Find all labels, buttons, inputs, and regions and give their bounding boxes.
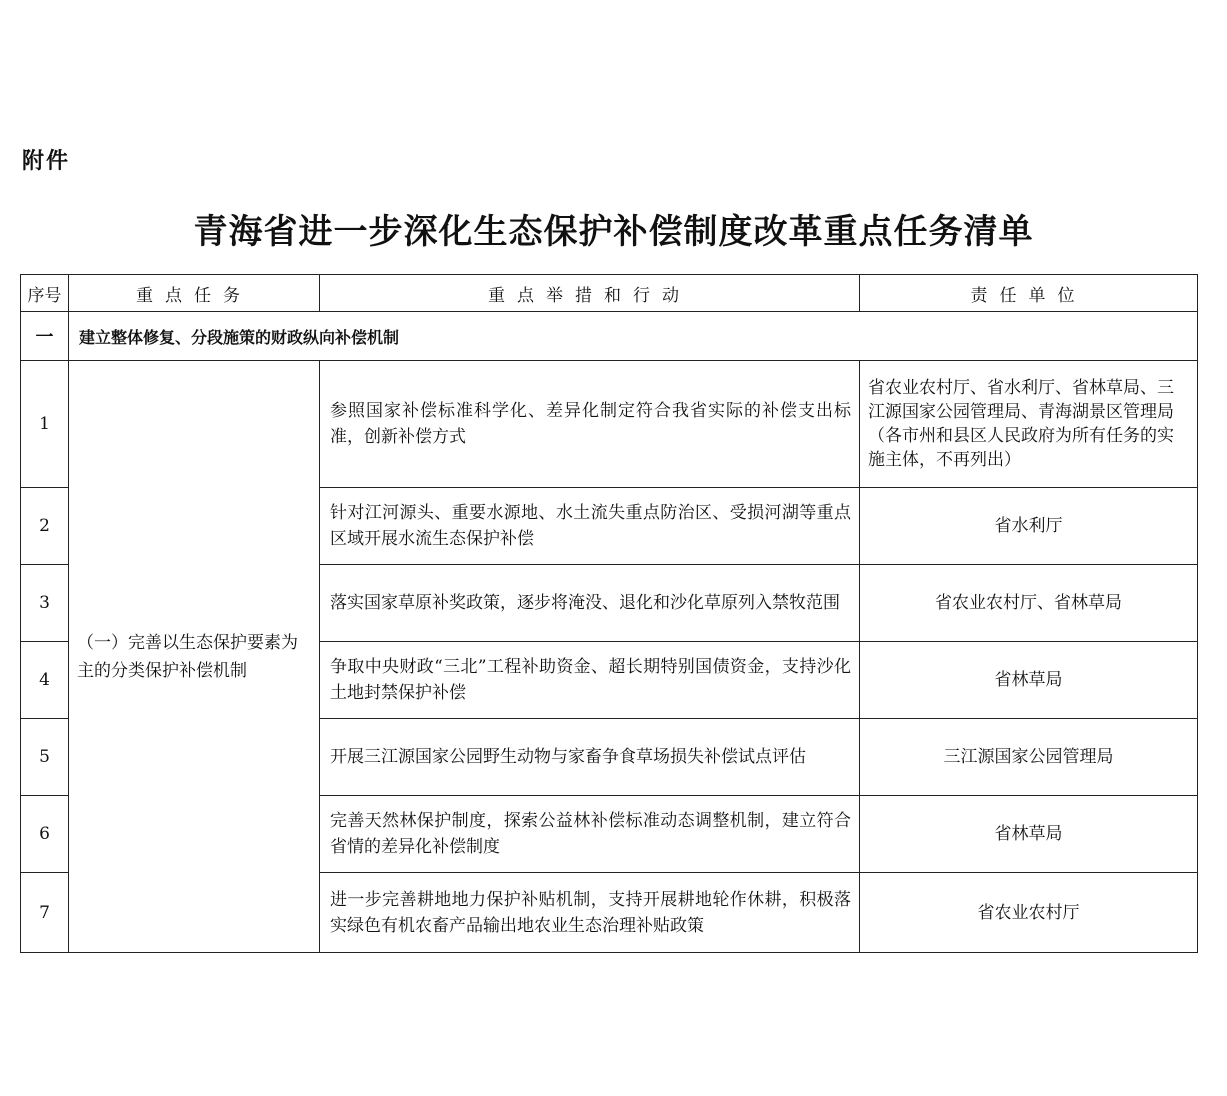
row-seq: 4	[21, 642, 69, 719]
row-action: 落实国家草原补奖政策，逐步将淹没、退化和沙化草原列入禁牧范围	[320, 565, 860, 642]
category-label: 建立整体修复、分段施策的财政纵向补偿机制	[69, 312, 1198, 361]
row-seq: 5	[21, 719, 69, 796]
row-seq: 6	[21, 796, 69, 873]
row-unit: 三江源国家公园管理局	[860, 719, 1198, 796]
header-unit: 责任单位	[860, 275, 1198, 312]
row-seq: 2	[21, 488, 69, 565]
row-seq: 1	[21, 361, 69, 488]
row-unit: 省农业农村厅、省林草局	[860, 565, 1198, 642]
table-header-row	[21, 275, 1198, 312]
row-action: 参照国家补偿标准科学化、差异化制定符合我省实际的补偿支出标准，创新补偿方式	[320, 361, 860, 488]
header-seq: 序号	[21, 275, 69, 312]
row-action: 进一步完善耕地地力保护补贴机制，支持开展耕地轮作休耕，积极落实绿色有机农畜产品输出地农业生态治理补贴政策	[320, 873, 860, 953]
task-table	[20, 274, 1198, 953]
category-row	[21, 312, 1198, 361]
row-unit: 省农业农村厅、省水利厅、省林草局、三江源国家公园管理局、青海湖景区管理局（各市州和县区人民政府为所有任务的实施主体，不再列出）	[860, 361, 1198, 488]
document-title: 青海省进一步深化生态保护补偿制度改革重点任务清单	[193, 212, 1034, 252]
row-unit: 省水利厅	[860, 488, 1198, 565]
category-seq: 一	[21, 312, 69, 361]
row-action: 争取中央财政“三北”工程补助资金、超长期特别国债资金，支持沙化土地封禁保护补偿	[320, 642, 860, 719]
row-seq: 7	[21, 873, 69, 953]
row-action: 完善天然林保护制度，探索公益林补偿标准动态调整机制，建立符合省情的差异化补偿制度	[320, 796, 860, 873]
row-unit: 省林草局	[860, 796, 1198, 873]
row-action: 开展三江源国家公园野生动物与家畜争食草场损失补偿试点评估	[320, 719, 860, 796]
header-task: 重点任务	[69, 275, 320, 312]
task-group-label: （一）完善以生态保护要素为主的分类保护补偿机制	[69, 361, 320, 953]
attachment-label: 附件	[22, 149, 71, 174]
row-seq: 3	[21, 565, 69, 642]
row-unit: 省林草局	[860, 642, 1198, 719]
row-action: 针对江河源头、重要水源地、水土流失重点防治区、受损河湖等重点区域开展水流生态保护补偿	[320, 488, 860, 565]
table-row	[21, 361, 1198, 488]
row-unit: 省农业农村厅	[860, 873, 1198, 953]
header-actions: 重点举措和行动	[320, 275, 860, 312]
